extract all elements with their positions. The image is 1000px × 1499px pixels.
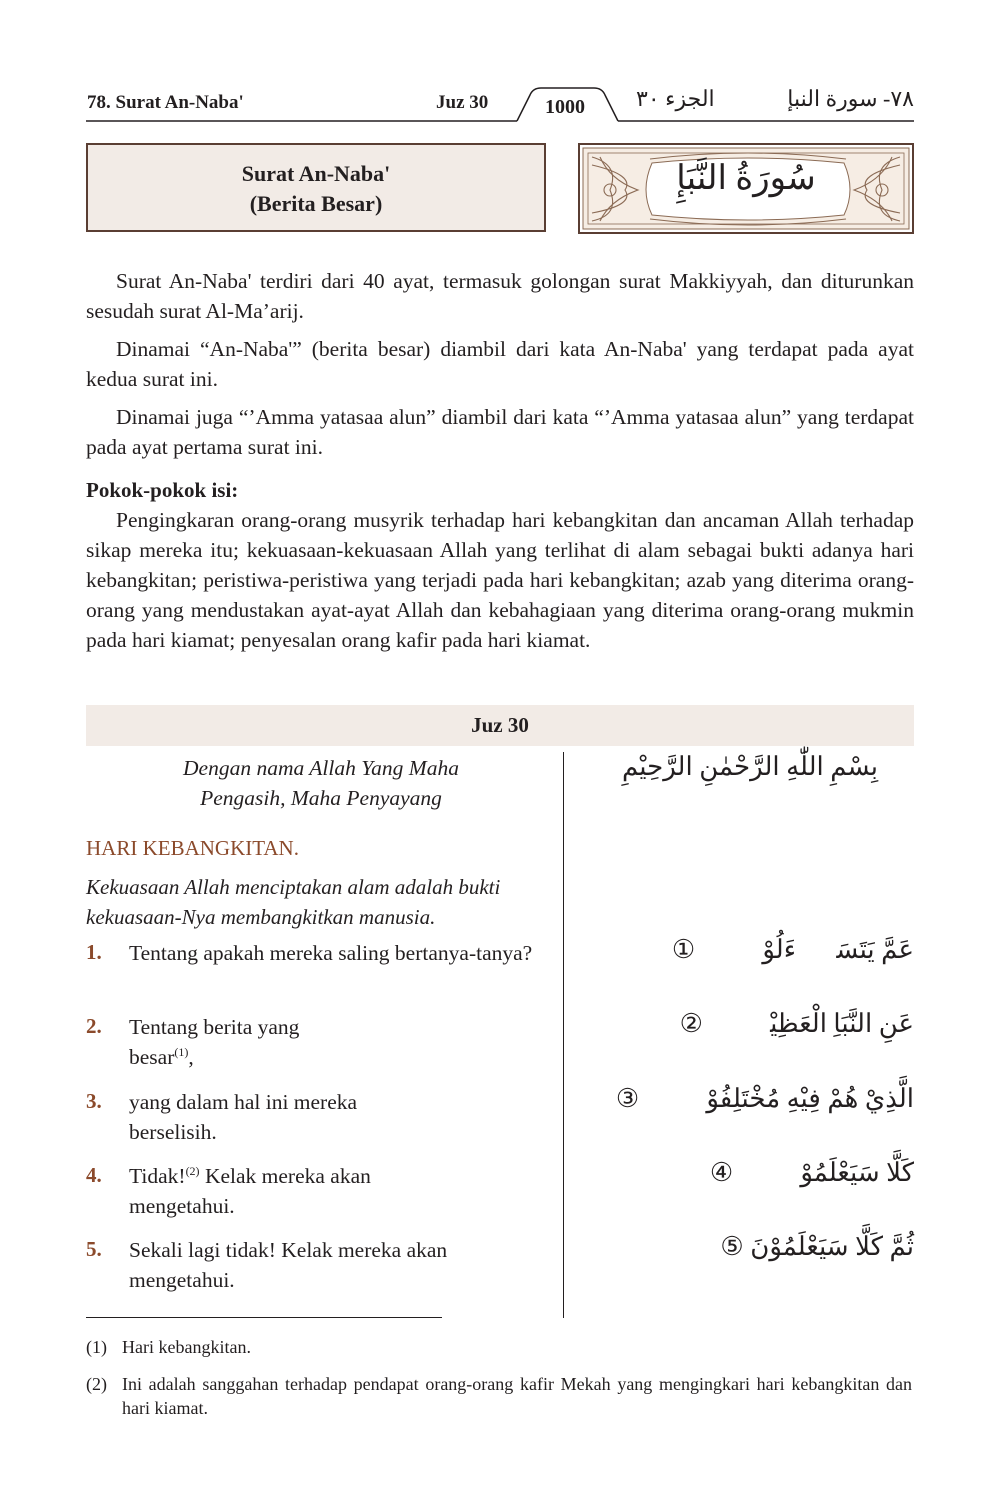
verse-translation: Tentang berita yang besar$^{(1)}$, xyxy=(129,1015,300,1069)
basmala-arabic: بِسْمِ اللّٰهِ الرَّحْمٰنِ الرَّحِيْمِ xyxy=(621,752,879,781)
footnote-ref[interactable]: (2) xyxy=(185,1163,200,1178)
verse-number: 5. xyxy=(86,1237,102,1261)
verse-arabic: عَمَّ يَتَسَاۤءَلُوْنَۚ ① xyxy=(671,935,914,964)
footnote-1 xyxy=(86,1335,914,1359)
intro-paragraph-2: Dinamai “An-Naba'” (berita besar) diambil dari kata An-Naba' yang terdapat pada ayat kedua surat ini. xyxy=(86,337,914,391)
surah-title: Surat An-Naba' xyxy=(241,161,391,186)
footnote-ref[interactable]: (1) xyxy=(174,1044,189,1059)
pokok-heading: Pokok-pokok isi: xyxy=(86,478,239,502)
verse-arabic: الَّذِيْ هُمْ فِيْهِ مُخْتَلِفُوْنَۗ ③ xyxy=(615,1084,914,1113)
verse-number: 2. xyxy=(86,1014,102,1038)
verse-translation: Sekali lagi tidak! Kelak mereka akan mengetahui. xyxy=(129,1238,448,1292)
running-header-juz-arabic: الجزء ٣٠ xyxy=(636,86,715,111)
running-header-surah-arabic: ٧٨- سورة النبإ xyxy=(787,86,914,111)
footnote-number: (2) xyxy=(86,1374,107,1394)
verse-translation: yang dalam hal ini mereka berselisih. xyxy=(129,1090,358,1144)
verse-number: 4. xyxy=(86,1163,102,1187)
running-header-surah: 78. Surat An-Naba' xyxy=(87,92,244,113)
page-number: 1000 xyxy=(545,96,585,118)
pokok-paragraph: Pengingkaran orang-orang musyrik terhadap hari kebangkitan dan ancaman Allah terhadap sikap mereka itu; kekuasaan-kekuasaan Allah yang terlihat di alam sebagai bukti adanya hari kebangkitan; peristiwa-peristiwa yang terjadi pada hari kebangkitan; azab yang diterima orang-orang yang mendustakan ayat-ayat Allah dan kebahagiaan yang diterima orang-orang mukmin pada hari kiamat; penyesalan orang kafir pada hari kiamat. xyxy=(86,508,914,652)
surah-calligraphy: سُورَةُ النَّبَإِ xyxy=(676,160,816,197)
juz-section-bar: Juz 30 xyxy=(86,705,914,746)
footnote-separator xyxy=(86,1317,442,1318)
running-header-juz: Juz 30 xyxy=(436,92,489,113)
footnote-number: (1) xyxy=(86,1337,107,1357)
verse-number: 1. xyxy=(86,940,102,964)
basmala-translation xyxy=(86,753,556,813)
verse-translation: Tidak!$^{(2)}$ Kelak mereka akan mengetahui. xyxy=(129,1163,371,1218)
verse-arabic: ثُمَّ كَلَّا سَيَعْلَمُوْنَ ⑤ xyxy=(720,1232,914,1261)
section-title: HARI KEBANGKITAN. xyxy=(86,836,299,860)
verse-translation: Tentang apakah mereka saling bertanya-tanya? xyxy=(129,941,533,965)
footnote-text: Hari kebangkitan. xyxy=(122,1337,251,1357)
verse-arabic: كَلَّا سَيَعْلَمُوْنَۙ ④ xyxy=(709,1158,914,1187)
footnote-text: Ini adalah sanggahan terhadap pendapat orang-orang kafir Mekah yang mengingkari hari kebangkitan dan hari kiamat. xyxy=(122,1374,912,1418)
column-divider xyxy=(563,752,564,1318)
verse-arabic: عَنِ النَّبَاِ الْعَظِيْمِۙ ② xyxy=(679,1009,914,1038)
footnote-2 xyxy=(86,1372,914,1420)
section-subtitle: Kekuasaan Allah menciptakan alam adalah bukti kekuasaan-Nya membangkitkan manusia. xyxy=(86,875,501,929)
intro-paragraph-3: Dinamai juga “’Amma yatasaa alun” diambil dari kata “’Amma yatasaa alun” yang terdapat pada ayat pertama surat ini. xyxy=(86,405,914,459)
verse-number: 3. xyxy=(86,1089,102,1113)
header-tab-frame xyxy=(0,0,1000,140)
basmala-line-1: Dengan nama Allah Yang Maha xyxy=(183,756,459,780)
surah-meaning: (Berita Besar) xyxy=(249,191,383,216)
intro-paragraph-1: Surat An-Naba' terdiri dari 40 ayat, termasuk golongan surat Makkiyyah, dan diturunkan sesudah surat Al-Ma’arij. xyxy=(86,269,914,323)
surah-title-box xyxy=(86,143,546,232)
basmala-line-2: Pengasih, Maha Penyayang xyxy=(200,786,442,810)
